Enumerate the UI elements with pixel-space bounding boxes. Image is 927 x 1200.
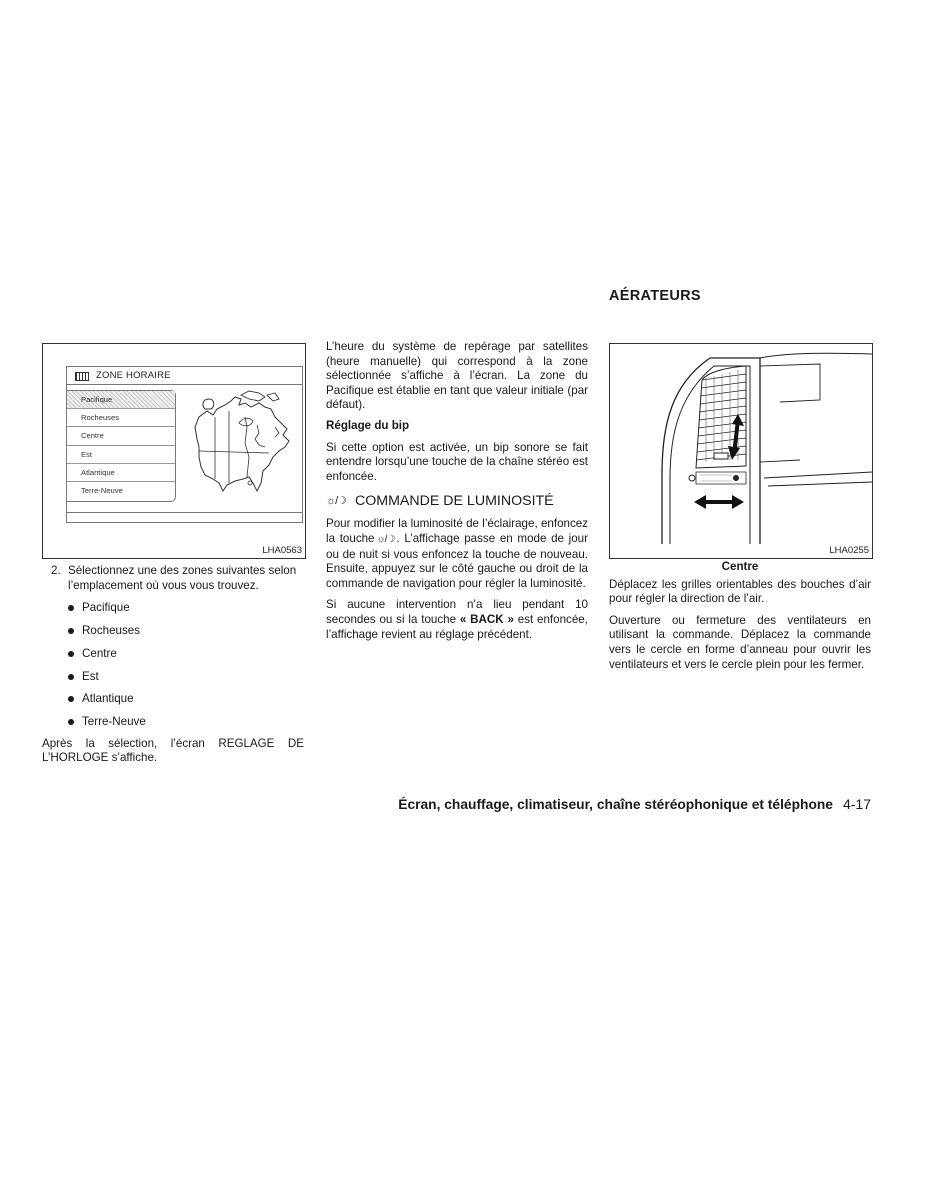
page-number: 4-17 bbox=[842, 796, 871, 812]
vent-illustration bbox=[610, 344, 872, 558]
step-2 bbox=[42, 564, 304, 593]
vent-paragraph-1: Déplacez les grilles orientables des bouches d’air pour régler la direction de l’air. bbox=[609, 577, 871, 606]
back-text-1: Si aucune intervention n’a lieu pendant 10 secondes ou si la touche bbox=[326, 598, 588, 626]
zone-item[interactable]: Atlantique bbox=[67, 464, 175, 482]
intro-paragraph: L’heure du système de repérage par satellites (heure manuelle) qui correspond à la zone sélectionnée s’affiche à l’écran. La zone du Pacifique est établie en tant que valeur initiale (par défaut). bbox=[326, 340, 588, 412]
screen-bottom-bar bbox=[67, 512, 302, 522]
screen-header bbox=[67, 367, 302, 385]
after-selection-text: Après la sélection, l’écran REGLAGE DE L’HORLOGE s’affiche. bbox=[42, 736, 304, 765]
vent-paragraph-2: Ouverture ou fermeture des ventilateurs en utilisant la commande. Déplacez la commande vers le cercle en forme d’anneau pour ouvrir les ventilateurs et vers le cercle plein pour les fermer. bbox=[609, 613, 871, 671]
list-item: Rocheuses bbox=[67, 624, 304, 639]
figure-code: LHA0255 bbox=[829, 545, 869, 556]
zone-list bbox=[67, 390, 176, 502]
luminosity-text-2: . L’affichage passe en mode de jour ou de nuit si vous enfoncez la touche de nouveau. Ensuite, appuyez sur le côté gauche ou droit de la commande de navigation pour régler la luminosité. bbox=[326, 531, 588, 590]
list-item: Pacifique bbox=[67, 601, 304, 616]
list-item: Centre bbox=[67, 647, 304, 662]
step-number: 2. bbox=[51, 564, 61, 577]
luminosity-text-1: Pour modifier la luminosité de l’éclairage, enfoncez la touche bbox=[326, 517, 588, 545]
vent-figure bbox=[609, 343, 873, 559]
luminosity-heading bbox=[326, 493, 588, 510]
figure-caption: Centre bbox=[721, 560, 759, 573]
left-column-text bbox=[42, 564, 304, 766]
middle-column bbox=[326, 340, 588, 642]
screen-display bbox=[66, 366, 303, 523]
list-item: Est bbox=[67, 670, 304, 685]
bip-heading: Réglage du bip bbox=[326, 418, 410, 432]
back-key: « BACK » bbox=[459, 612, 514, 626]
page-footer bbox=[398, 797, 871, 813]
right-column-text bbox=[609, 560, 871, 672]
zone-item[interactable]: Pacifique bbox=[67, 391, 175, 409]
time-zone-figure bbox=[42, 343, 306, 559]
footer-title: Écran, chauffage, climatiseur, chaîne stéréophonique et téléphone bbox=[398, 797, 833, 812]
keyboard-icon bbox=[75, 372, 89, 381]
north-america-map bbox=[179, 387, 301, 505]
screen-title: ZONE HORAIRE bbox=[96, 370, 171, 381]
zone-item[interactable]: Rocheuses bbox=[67, 409, 175, 427]
section-heading: AÉRATEURS bbox=[609, 288, 701, 304]
back-paragraph bbox=[326, 598, 588, 642]
bip-paragraph: Si cette option est activée, un bip sonore se fait entendre lorsqu’une touche de la chaîne stéréo est enfoncée. bbox=[326, 440, 588, 483]
step-text: Sélectionnez une des zones suivantes selon l’emplacement où vous vous trouvez. bbox=[68, 564, 297, 592]
list-item: Atlantique bbox=[67, 692, 304, 707]
luminosity-paragraph bbox=[326, 517, 588, 591]
sun-moon-icon: ☼/☽ bbox=[326, 495, 346, 508]
zone-bullet-list bbox=[67, 601, 304, 730]
zone-item[interactable]: Centre bbox=[67, 427, 175, 445]
zone-item[interactable]: Est bbox=[67, 446, 175, 464]
luminosity-heading-text: COMMANDE DE LUMINOSITÉ bbox=[355, 493, 554, 510]
zone-item[interactable]: Terre-Neuve bbox=[81, 485, 123, 495]
list-item: Terre-Neuve bbox=[67, 715, 304, 730]
sun-moon-icon: ☼/☽ bbox=[376, 533, 395, 545]
figure-code: LHA0563 bbox=[262, 545, 302, 556]
back-text-2: est enfoncée, l’affichage revient au réglage précédent. bbox=[326, 612, 588, 641]
